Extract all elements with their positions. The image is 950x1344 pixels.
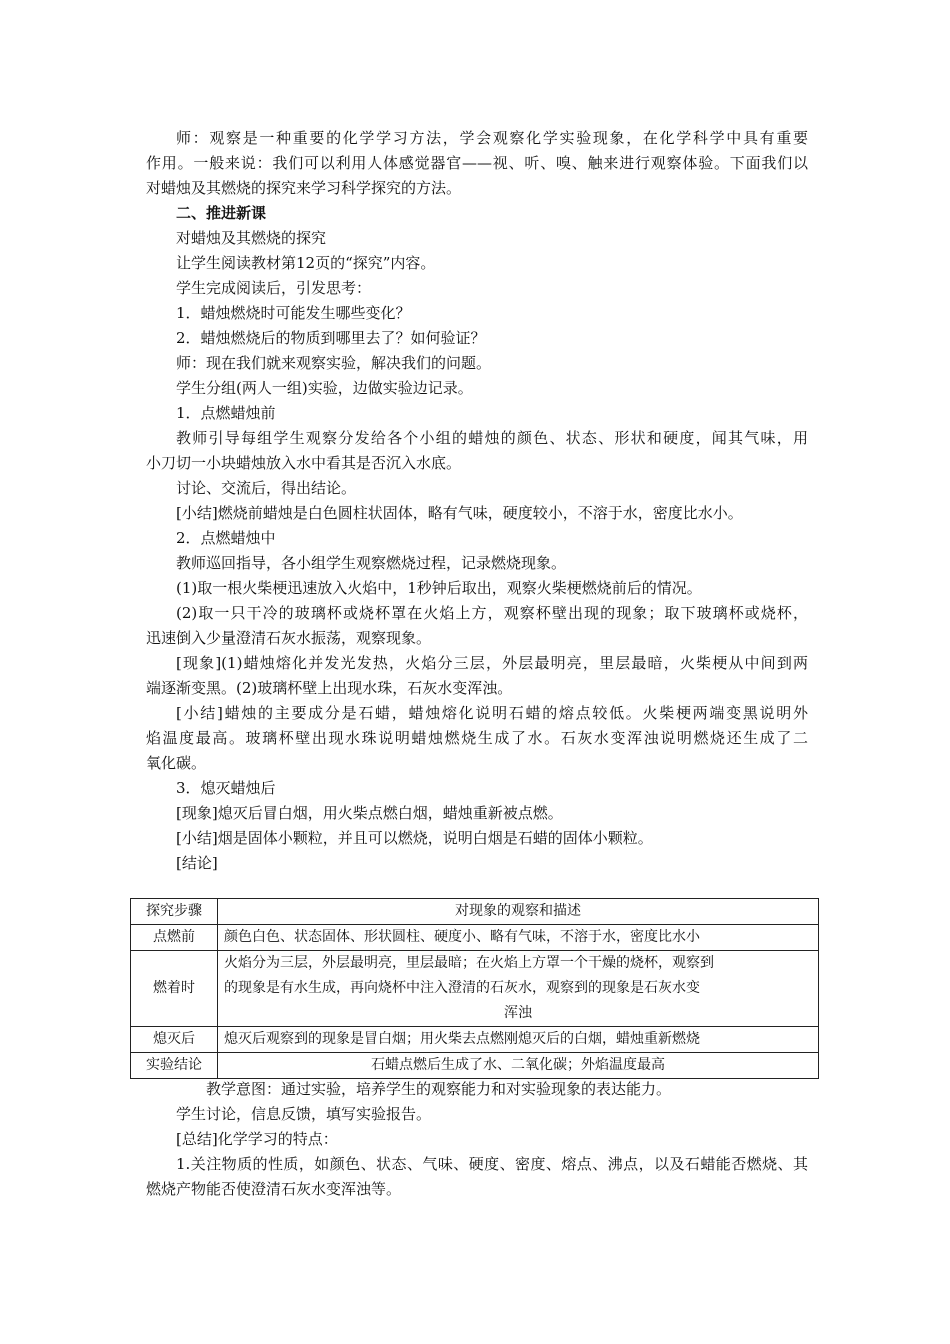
summary-3: [小结]烟是固体小颗粒，并且可以燃烧，说明白烟是石蜡的固体小颗粒。 [176,829,653,847]
topic-line: 对蜡烛及其燃烧的探究 [176,229,327,247]
table-row [131,1053,819,1079]
table-row [131,951,819,1027]
intro-line-3: 对蜡烛及其燃烧的探究来学习科学探究的方法。 [146,179,462,197]
experiment-2-line-1: (2)取一只干冷的玻璃杯或烧杯罩在火焰上方，观察杯壁出现的现象；取下玻璃杯或烧杯， [176,604,808,622]
thinking-line: 学生完成阅读后，引发思考： [176,279,372,297]
description-line: 石蜡点燃后生成了水、二氧化碳；外焰温度最高 [371,1057,665,1073]
feature-1-line-1: 1.关注物质的性质，如颜色、状态、气味、硬度、密度、熔点、沸点，以及石蜡能否燃烧、其 [176,1155,808,1173]
feature-1-line-2: 燃烧产物能否使澄清石灰水变浑浊等。 [146,1180,402,1198]
observation-table [130,898,819,1079]
description-line: 熄灭后观察到的现象是冒白烟；用火柴去点燃刚熄灭后的白烟，蜡烛重新燃烧 [224,1031,700,1047]
description-line: 的现象是有水生成，再向烧杯中注入澄清的石灰水，观察到的现象是石灰水变 [224,980,700,996]
summary-2-line-1: [小结]蜡烛的主要成分是石蜡，蜡烛熔化说明石蜡的熔点较低。火柴梗两端变黑说明外 [176,704,808,722]
teaching-intent: 教学意图：通过实验，培养学生的观察能力和对实验现象的表达能力。 [206,1080,672,1098]
description-line: 浑浊 [504,1005,532,1021]
table-cell-description [218,925,819,951]
table-cell-description [218,951,819,1027]
phenomenon-2-line-1: [现象](1)蜡烛熔化并发光发热，火焰分三层，外层最明亮，里层最暗，火柴梗从中间到两 [176,654,808,672]
question-2: 2．蜡烛燃烧后的物质到哪里去了？如何验证？ [176,329,486,347]
question-1: 1．蜡烛燃烧时可能发生哪些变化？ [176,304,411,322]
description-line: 颜色白色、状态固体、形状圆柱、硬度小、略有气味，不溶于水，密度比水小 [224,929,700,945]
summary-1: [小结]燃烧前蜡烛是白色圆柱状固体，略有气味，硬度较小，不溶于水，密度比水小。 [176,504,743,522]
table-cell-step: 燃着时 [131,951,218,1027]
table-cell-step: 实验结论 [131,1053,218,1079]
experiment-2-line-2: 迅速倒入少量澄清石灰水振荡，观察现象。 [146,629,432,647]
table-header-row [131,899,819,925]
guide-1-line-2: 小刀切一小块蜡烛放入水中看其是否沉入水底。 [146,454,462,472]
table-header-step: 探究步骤 [131,899,218,925]
table-cell-description [218,1053,819,1079]
table-cell-step: 熄灭后 [131,1027,218,1053]
feedback-line: 学生讨论，信息反馈，填写实验报告。 [176,1105,432,1123]
summary-2-line-3: 氧化碳。 [146,754,207,772]
section-heading: 二、推进新课 [176,204,267,222]
phenomenon-3: [现象]熄灭后冒白烟，用火柴点燃白烟，蜡烛重新被点燃。 [176,804,563,822]
description-line: 火焰分为三层，外层最明亮，里层最暗；在火焰上方罩一个干燥的烧杯，观察到 [224,955,714,971]
summary-heading: [总结]化学学习的特点： [176,1130,338,1148]
experiment-1: (1)取一根火柴梗迅速放入火焰中，1秒钟后取出，观察火柴梗燃烧前后的情况。 [176,579,702,597]
guide-1-line-1: 教师引导每组学生观察分发给各个小组的蜡烛的颜色、状态、形状和硬度，闻其气味，用 [176,429,808,447]
table-row [131,1027,819,1053]
guide-2: 教师巡回指导，各小组学生观察燃烧过程，记录燃烧现象。 [176,554,567,572]
step-3-heading: 3．熄灭蜡烛后 [176,779,276,797]
phenomenon-2-line-2: 端逐渐变黑。(2)玻璃杯壁上出现水珠，石灰水变浑浊。 [146,679,513,697]
conclusion-label: [结论] [176,854,218,872]
intro-line-1: 师：观察是一种重要的化学学习方法，学会观察化学实验现象，在化学科学中具有重要 [176,129,808,147]
table-header-description: 对现象的观察和描述 [218,899,819,925]
table-cell-description [218,1027,819,1053]
table-cell-step: 点燃前 [131,925,218,951]
reading-line: 让学生阅读教材第12页的“探究”内容。 [176,254,436,272]
step-1-heading: 1．点燃蜡烛前 [176,404,276,422]
summary-2-line-2: 焰温度最高。玻璃杯壁出现水珠说明蜡烛燃烧生成了水。石灰水变浑浊说明燃烧还生成了二 [146,729,808,747]
group-line: 学生分组(两人一组)实验，边做实验边记录。 [176,379,473,397]
table-row [131,925,819,951]
discuss-line: 讨论、交流后，得出结论。 [176,479,357,497]
intro-line-2: 作用。一般来说：我们可以利用人体感觉器官——视、听、嗅、触来进行观察体验。下面我们以 [146,154,808,172]
step-2-heading: 2．点燃蜡烛中 [176,529,276,547]
teacher-line: 师：现在我们就来观察实验，解决我们的问题。 [176,354,492,372]
